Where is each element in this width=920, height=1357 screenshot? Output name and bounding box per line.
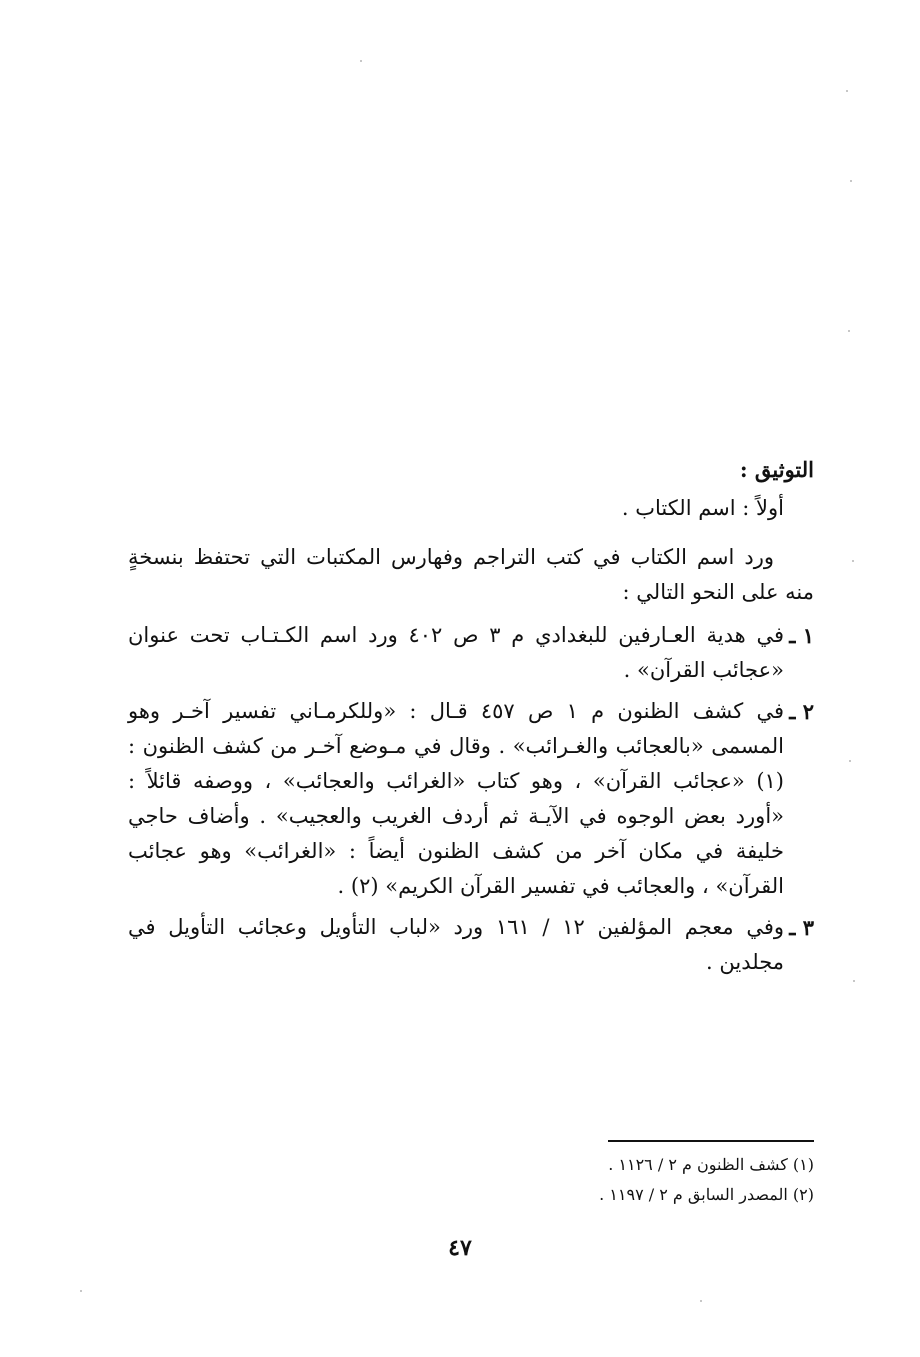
footnote: (٢) المصدر السابق م ٢ / ١١٩٧ . [599, 1185, 814, 1204]
footnote-divider [608, 1140, 814, 1142]
section-heading: التوثيق : [739, 457, 814, 482]
item-text: في كشف الظنون م ١ ص ٤٥٧ قـال : «وللكرمـاني تفسير آخـر وهو المسمى «بالعجائب والغـرائب» . وقال في مـوضع آخـر من كشف الظنون : (١) «عجائب القرآن» ، وهو كتاب «الغرائب والعجائب» ، ووصفه قائلاً : «أورد بعض الوجوه في الآيـة ثم أردف الغريب والعجيب» . وأضاف حاجي خليفة في مكان آخر من كشف الظنون أيضاً : «الغرائب» وهو عجائب القرآن» ، والعجائب في تفسير القرآن الكريم» (٢) . [128, 699, 784, 898]
item-number: ١ ـ [789, 623, 814, 648]
scan-speck [700, 1300, 702, 1302]
page-number: ٤٧ [448, 1235, 472, 1261]
footnotes [450, 1150, 814, 1210]
scan-speck [80, 1290, 82, 1292]
item-text: في هدية العـارفين للبغدادي م ٣ ص ٤٠٢ ورد اسم الكـتـاب تحت عنوان «عجائب القرآن» . [128, 623, 784, 682]
scan-speck [850, 180, 852, 182]
main-text [128, 452, 814, 986]
list-item [128, 910, 814, 980]
subsection-heading: أولاً : اسم الكتاب . [621, 496, 784, 520]
scan-speck [852, 560, 854, 562]
scan-speck [360, 60, 362, 62]
list-item [128, 694, 814, 904]
scan-speck [846, 90, 848, 92]
intro-paragraph: ورد اسم الكتاب في كتب التراجم وفهارس المكتبات التي تحتفظ بنسخةٍ منه على النحو التالي : [128, 545, 814, 604]
item-number: ٢ ـ [789, 699, 814, 724]
scan-speck [853, 980, 855, 982]
scan-speck [849, 760, 851, 762]
list-item [128, 618, 814, 688]
footnote: (١) كشف الظنون م ٢ / ١١٢٦ . [608, 1155, 814, 1174]
item-text: وفي معجم المؤلفين ١٢ / ١٦١ ورد «لباب التأويل وعجائب التأويل في مجلدين . [128, 915, 784, 974]
scan-speck [848, 330, 850, 332]
item-number: ٣ ـ [789, 915, 814, 940]
